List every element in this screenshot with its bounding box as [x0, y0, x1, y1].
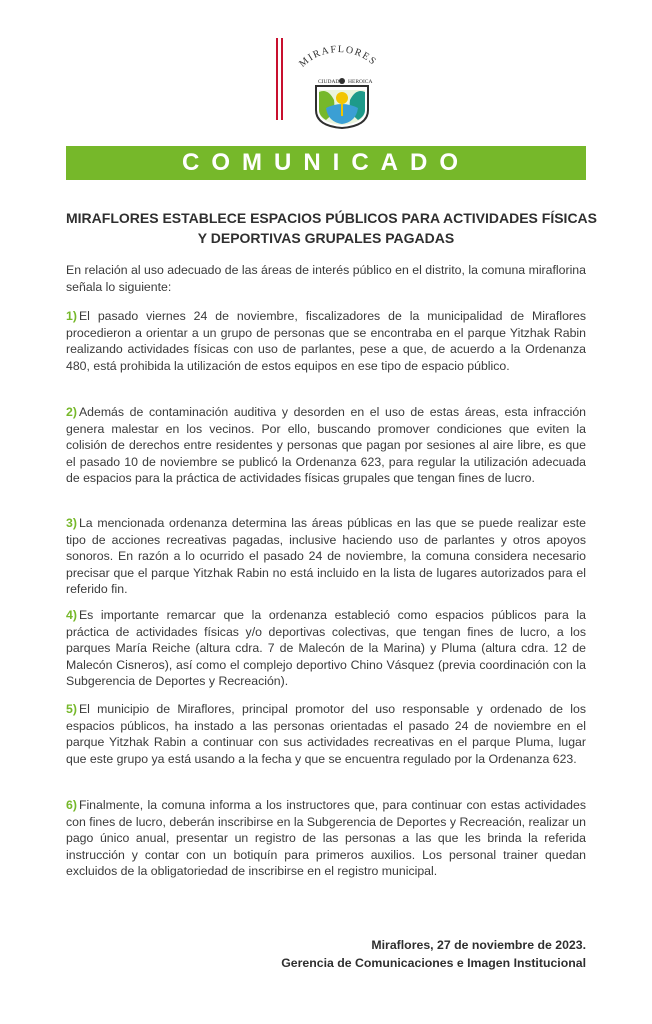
item-text: Es importante remarcar que la ordenanza estableció como espacios públicos para la práctica de actividades físicas y/o deportivas colectivas, que tengan fines de lucro, a los parques María Reiche (altura cdra. 7 de Malecón de la Marina) y Pluma (altura cdra. 12 de Malecón Cisneros), así como el complejo deportivo Chino Vásquez (previa coordinación con la Subgerencia de Deportes y Recreación).	[66, 608, 586, 688]
svg-text:MIRAFLORES	[297, 44, 379, 70]
item-text: El municipio de Miraflores, principal promotor del uso responsable y ordenado de los espacios públicos, ha instado a las personas orientadas el pasado 24 de noviembre en el parque Yitzhak Rabin a continuar con sus actividades recreativas en el parque Pluma, lugar que este grupo ya está usando a la fecha y que se encuentra regulado por la Ordenanza 623.	[66, 702, 586, 766]
list-item	[66, 404, 586, 487]
intro-paragraph: En relación al uso adecuado de las áreas de interés público en el distrito, la comuna miraflorina señala lo siguiente:	[66, 263, 586, 294]
miraflores-logo	[276, 30, 386, 130]
list-item	[66, 607, 586, 690]
logo-sub-left: CIUDAD	[318, 79, 340, 85]
item-number: 2)	[66, 405, 77, 419]
miraflores-crest-icon	[276, 30, 386, 130]
signature-date: Miraflores, 27 de noviembre de 2023.	[371, 938, 586, 952]
title-line-2: Y DEPORTIVAS GRUPALES PAGADAS	[197, 230, 455, 246]
list-item	[66, 701, 586, 767]
logo-name-text: MIRAFLORES	[297, 44, 379, 70]
page-title	[66, 208, 598, 248]
list-item	[66, 308, 586, 374]
item-number: 4)	[66, 608, 77, 622]
item-text: Además de contaminación auditiva y desorden en el uso de estas áreas, esta infracción genera malestar en los vecinos. Por ello, buscando promover condiciones que eviten la colisión de derechos entre residentes y personas que pagan por sesiones al aire libre, es que el pasado 10 de noviembre se publicó la Ordenanza 623, para regular la utilización adecuada de espacios para la práctica de actividades físicas grupales que tengan fines de lucro.	[66, 405, 586, 485]
banner-text: COMUNICADO	[182, 149, 470, 176]
item-number: 3)	[66, 516, 77, 530]
title-line-1: MIRAFLORES ESTABLECE ESPACIOS PÚBLICOS PARA ACTIVIDADES FÍSICAS	[66, 210, 598, 226]
item-number: 6)	[66, 798, 77, 812]
list-item	[66, 797, 586, 880]
item-number: 1)	[66, 309, 77, 323]
item-text: El pasado viernes 24 de noviembre, fiscalizadores de la municipalidad de Miraflores procedieron a orientar a un grupo de personas que se encontraba en el parque Yitzhak Rabin realizando actividades físicas con uso de parlantes, pese a que, de acuerdo a la Ordenanza 480, está prohibida la utilización de estos equipos en ese tipo de espacio público.	[66, 309, 586, 373]
item-text: La mencionada ordenanza determina las áreas públicas en las que se puede realizar este tipo de acciones recreativas pagadas, inclusive haciendo uso de parlantes y otros apoyos sonoros. En razón a lo ocurrido el pasado 24 de noviembre, la comuna considera necesario precisar que el parque Yitzhak Rabin no está incluido en la lista de lugares autorizados para el referido fin.	[66, 516, 586, 596]
logo-sub-right: HEROICA	[348, 79, 373, 85]
item-number: 5)	[66, 702, 77, 716]
item-text: Finalmente, la comuna informa a los instructores que, para continuar con estas actividades con fines de lucro, deberán inscribirse en la Subgerencia de Deportes y Recreación, realizar un pago único anual, presentar un registro de las personas a las que les brinda la referida instrucción y contar con un botiquín para primeros auxilios. Los personal trainer quedan excluidos de la obligatoriedad de inscribirse en el registro municipal.	[66, 798, 586, 878]
signature-block	[281, 936, 586, 972]
list-item	[66, 515, 586, 598]
signature-office: Gerencia de Comunicaciones e Imagen Institucional	[281, 956, 586, 970]
comunicado-banner	[66, 146, 586, 180]
